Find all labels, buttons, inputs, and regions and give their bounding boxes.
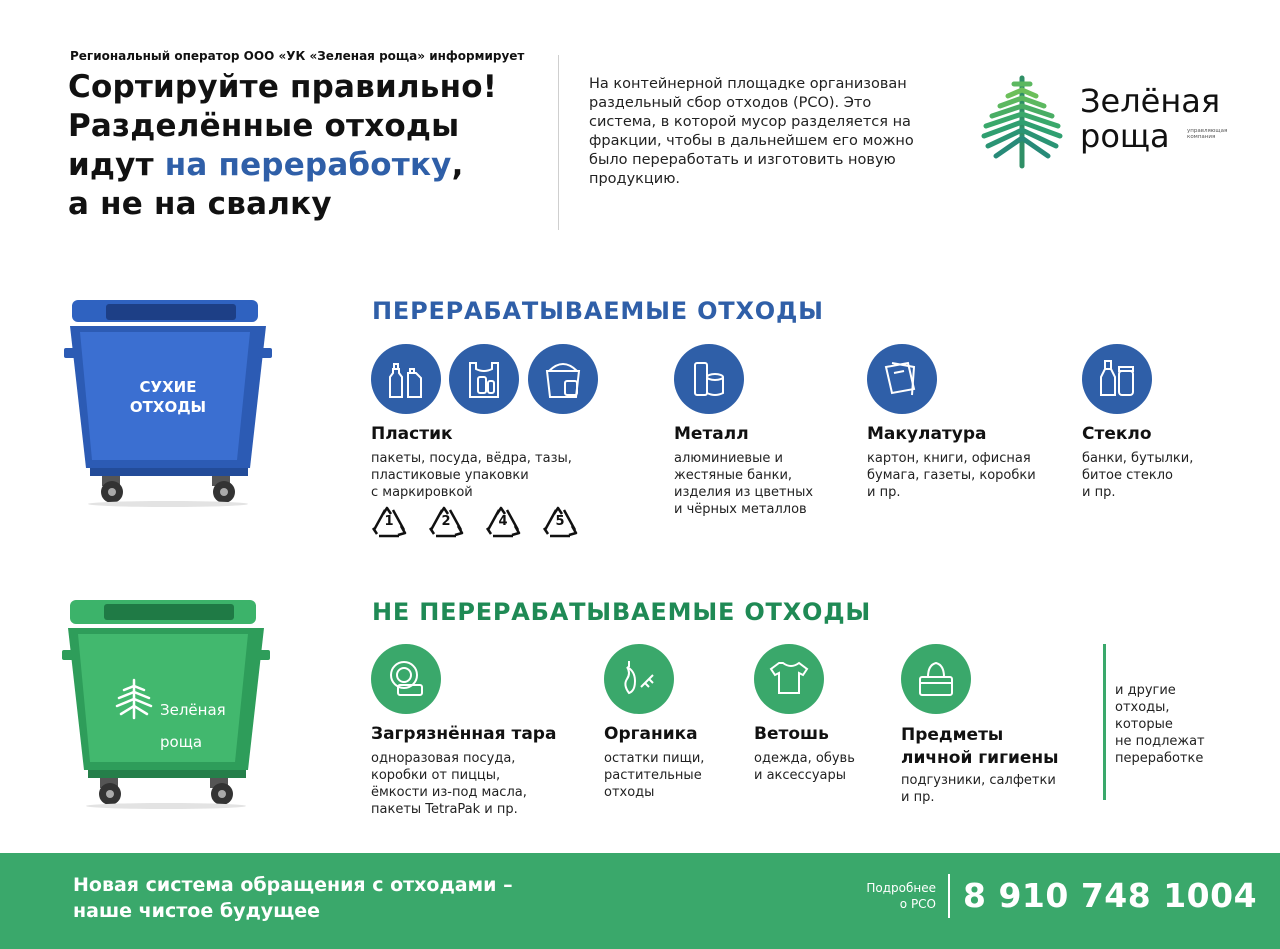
- bucket-icon: [528, 344, 598, 414]
- recycle-code-2: 2: [441, 514, 451, 529]
- bottles-icon: [371, 344, 441, 414]
- headline-line-1: Сортируйте правильно!: [68, 69, 498, 105]
- green-bin-brand: [160, 686, 230, 766]
- tissue-box-icon: [901, 644, 971, 714]
- metal-desc: алюминиевые и жестяные банки, изделия из цветных и чёрных металлов: [674, 451, 814, 517]
- dry-waste-bin-label: СУХИЕ ОТХОДЫ: [129, 378, 207, 416]
- intro-text: На контейнерной площадке организован раздельный сбор отходов (РСО). Это система, в которой мусор разделяется на фракции, чтобы в дальнейшем его можно было переработать и изготовить новую продукцию.: [589, 76, 914, 187]
- organic-icon: [604, 644, 674, 714]
- glass-desc: банки, бутылки, битое стекло и пр.: [1082, 451, 1194, 500]
- organic-title: Органика: [604, 724, 698, 744]
- cans-icon: [674, 344, 744, 414]
- plastic-title: Пластик: [371, 424, 453, 444]
- green-bin-brand-line-2: роща: [160, 733, 203, 751]
- headline: [68, 68, 497, 224]
- recycle-code-1-icon: [371, 506, 407, 540]
- plastic-bag-icon: [449, 344, 519, 414]
- headline-line-2: Разделённые отходы: [68, 108, 460, 144]
- recyclable-section-title: ПЕРЕРАБАТЫВАЕМЫЕ ОТХОДЫ: [372, 297, 824, 325]
- headline-line-3-post: ,: [451, 147, 464, 183]
- plastic-desc: пакеты, посуда, вёдра, тазы, пластиковые упаковки с маркировкой: [371, 451, 572, 500]
- metal-title: Металл: [674, 424, 749, 444]
- footer-more-info: Подробнее о РСО: [866, 881, 936, 911]
- informer-text: Региональный оператор ООО «УК «Зеленая роща» информирует: [70, 49, 525, 63]
- logo-name-line-2: роща: [1080, 117, 1170, 155]
- non-recyclable-section-title: НЕ ПЕРЕРАБАТЫВАЕМЫЕ ОТХОДЫ: [372, 598, 872, 626]
- other-waste-note: и другие отходы, которые не подлежат переработке: [1115, 683, 1205, 766]
- clothes-icon: [754, 644, 824, 714]
- header-divider: [558, 55, 559, 230]
- recycle-code-5: 5: [555, 514, 565, 529]
- dirty-dishes-icon: [371, 644, 441, 714]
- headline-line-3-pre: идут: [68, 147, 165, 183]
- recycle-code-5-icon: [542, 506, 578, 540]
- hygiene-title-line-1: Предметы: [901, 725, 1004, 745]
- palm-leaf-logo-icon: [978, 72, 1066, 170]
- recycle-code-4-icon: [485, 506, 521, 540]
- logo-subtitle: управляющая компания: [1187, 128, 1228, 140]
- organic-desc: остатки пищи, растительные отходы: [604, 751, 705, 800]
- paper-title: Макулатура: [867, 424, 987, 444]
- logo-name-line-1: Зелёная: [1080, 82, 1221, 120]
- footer-divider: [948, 874, 950, 918]
- other-note-divider: [1103, 644, 1106, 800]
- headline-line-4: а не на свалку: [68, 186, 332, 222]
- paper-icon: [867, 344, 937, 414]
- hygiene-title-line-2: личной гигиены: [901, 748, 1059, 768]
- glass-icon: [1082, 344, 1152, 414]
- green-bin-brand-line-1: Зелёная: [160, 701, 226, 719]
- dirty-packaging-title: Загрязнённая тара: [371, 724, 557, 744]
- headline-highlight: на переработку: [164, 147, 452, 183]
- rags-desc: одежда, обувь и аксессуары: [754, 751, 855, 783]
- recycle-code-2-icon: [428, 506, 464, 540]
- logo-name: [1080, 84, 1220, 154]
- footer-slogan: Новая система обращения с отходами – наше чистое будущее: [73, 874, 513, 922]
- rags-title: Ветошь: [754, 724, 829, 744]
- hygiene-desc: подгузники, салфетки и пр.: [901, 773, 1056, 805]
- hygiene-title: [901, 724, 1059, 770]
- paper-desc: картон, книги, офисная бумага, газеты, коробки и пр.: [867, 451, 1036, 500]
- headline-line-3: [68, 146, 497, 185]
- recycle-code-1: 1: [384, 514, 394, 529]
- footer-phone[interactable]: 8 910 748 1004: [963, 876, 1258, 915]
- dirty-packaging-desc: одноразовая посуда, коробки от пиццы, ёмкости из-под масла, пакеты TetraPak и пр.: [371, 751, 527, 817]
- glass-title: Стекло: [1082, 424, 1152, 444]
- recycle-code-4: 4: [498, 514, 508, 529]
